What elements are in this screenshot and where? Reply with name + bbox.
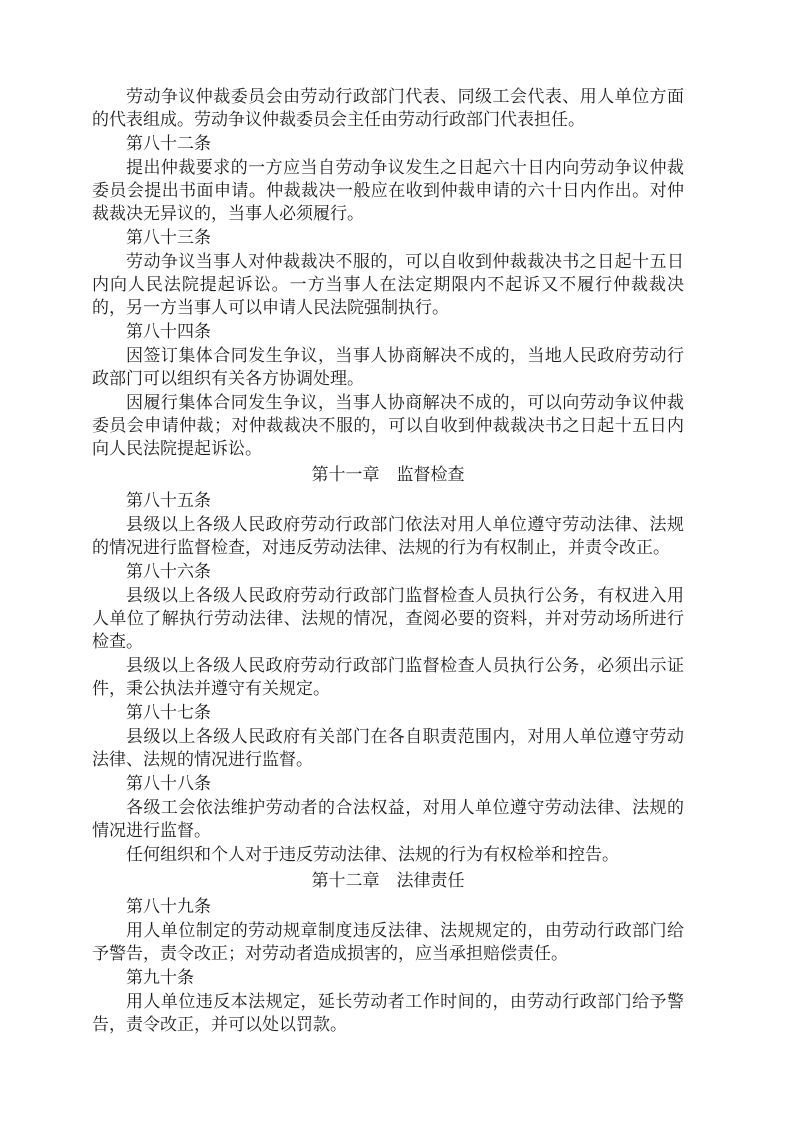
article-number-heading: 第九十条: [126, 968, 194, 987]
chapter-heading: 第十一章 监督检查: [311, 465, 465, 484]
body-paragraph: 用人单位违反本法规定，延长劳动者工作时间的，由劳动行政部门给予警告，责令改正，并可以处以罚款。: [92, 992, 684, 1034]
article-number-heading: 第八十八条: [126, 774, 211, 793]
body-paragraph: 因履行集体合同发生争议，当事人协商解决不成的，可以向劳动争议仲裁委员会申请仲裁；对仲裁裁决不服的，可以自收到仲裁裁决书之日起十五日内向人民法院提起诉讼。: [92, 393, 684, 458]
chapter-heading: 第十二章 法律责任: [311, 871, 465, 890]
article-number-heading: 第八十二条: [126, 134, 211, 153]
document-content: [92, 84, 684, 1037]
body-paragraph: 县级以上各级人民政府劳动行政部门依法对用人单位遵守劳动法律、法规的情况进行监督检查，对违反劳动法律、法规的行为有权制止，并责令改正。: [92, 515, 684, 557]
article-number-heading: 第八十七条: [126, 703, 211, 722]
body-paragraph: 劳动争议当事人对仲裁裁决不服的，可以自收到仲裁裁决书之日起十五日内向人民法院提起诉讼。一方当事人在法定期限内不起诉又不履行仲裁裁决的，另一方当事人可以申请人民法院强制执行。: [92, 252, 684, 317]
body-paragraph: 县级以上各级人民政府劳动行政部门监督检查人员执行公务，有权进入用人单位了解执行劳动法律、法规的情况，查阅必要的资料，并对劳动场所进行检查。: [92, 586, 684, 651]
body-paragraph: 各级工会依法维护劳动者的合法权益，对用人单位遵守劳动法律、法规的情况进行监督。: [92, 798, 684, 840]
article-number-heading: 第八十三条: [126, 228, 211, 247]
body-paragraph: 县级以上各级人民政府劳动行政部门监督检查人员执行公务，必须出示证件，秉公执法并遵守有关规定。: [92, 656, 684, 698]
article-number-heading: 第八十五条: [126, 491, 211, 510]
article-number-heading: 第八十九条: [126, 897, 211, 916]
body-paragraph: 县级以上各级人民政府有关部门在各自职责范围内，对用人单位遵守劳动法律、法规的情况进行监督。: [92, 727, 684, 769]
body-paragraph: 劳动争议仲裁委员会由劳动行政部门代表、同级工会代表、用人单位方面的代表组成。劳动争议仲裁委员会主任由劳动行政部门代表担任。: [92, 87, 684, 129]
article-number-heading: 第八十六条: [126, 562, 211, 581]
body-paragraph: 用人单位制定的劳动规章制度违反法律、法规规定的，由劳动行政部门给予警告，责令改正；对劳动者造成损害的，应当承担赔偿责任。: [92, 921, 684, 963]
body-paragraph: 任何组织和个人对于违反劳动法律、法规的行为有权检举和控告。: [126, 845, 619, 864]
body-paragraph: 因签订集体合同发生争议，当事人协商解决不成的，当地人民政府劳动行政部门可以组织有关各方协调处理。: [92, 346, 684, 388]
body-paragraph: 提出仲裁要求的一方应当自劳动争议发生之日起六十日内向劳动争议仲裁委员会提出书面申请。仲裁裁决一般应在收到仲裁申请的六十日内作出。对仲裁裁决无异议的，当事人必须履行。: [92, 158, 684, 223]
article-number-heading: 第八十四条: [126, 322, 211, 341]
